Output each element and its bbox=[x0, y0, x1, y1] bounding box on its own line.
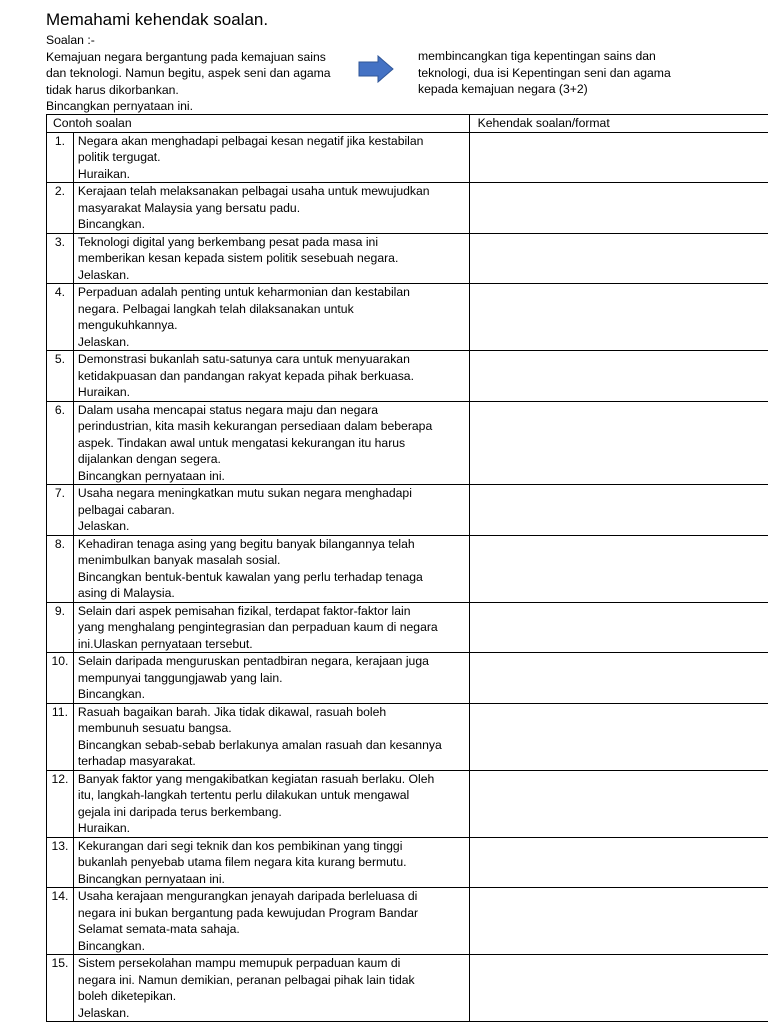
answer-cell[interactable] bbox=[469, 485, 768, 536]
answer-explanation bbox=[418, 48, 671, 98]
explanation-line: membincangkan tiga kepentingan sains dan bbox=[418, 49, 656, 63]
question-text-line: Usaha kerajaan mengurangkan jenayah daripada berleluasa di bbox=[77, 889, 418, 903]
question-text-line: memberikan kesan kepada sistem politik sesebuah negara. bbox=[77, 251, 399, 265]
question-text-line: boleh diketepikan. bbox=[77, 989, 177, 1003]
table-row bbox=[47, 351, 768, 402]
right-arrow-icon bbox=[358, 55, 394, 83]
table-row bbox=[47, 535, 768, 602]
question-text-line: Bincangkan. bbox=[77, 217, 145, 231]
question-text-line: Huraikan. bbox=[77, 385, 131, 399]
table-row bbox=[47, 703, 768, 770]
question-text-line: Jelaskan. bbox=[77, 519, 130, 533]
row-number: 9. bbox=[47, 602, 74, 653]
question-cell bbox=[73, 132, 469, 183]
question-text-line: Rasuah bagaikan barah. Jika tidak dikawal, rasuah boleh bbox=[77, 704, 387, 719]
answer-cell[interactable] bbox=[469, 132, 768, 183]
table-row bbox=[47, 955, 768, 1022]
question-text-line: pelbagai cabaran. bbox=[77, 502, 175, 517]
question-text-line: mempunyai tanggungjawab yang lain. bbox=[77, 670, 283, 685]
question-cell bbox=[73, 401, 469, 485]
question-cell bbox=[73, 837, 469, 888]
explanation-line: kepada kemajuan negara (3+2) bbox=[418, 82, 588, 96]
table-row bbox=[47, 284, 768, 351]
row-number: 1. bbox=[47, 132, 74, 183]
table-row bbox=[47, 770, 768, 837]
question-text-line: Demonstrasi bukanlah satu-satunya cara untuk menyuarakan bbox=[77, 352, 410, 366]
question-text-line: politik tergugat. bbox=[77, 150, 161, 164]
row-number: 11. bbox=[47, 703, 74, 770]
row-number: 10. bbox=[47, 653, 74, 704]
question-text-line: negara ini bukan bergantung pada kewujudan Program Bandar bbox=[77, 905, 419, 920]
question-text-line: Huraikan. bbox=[77, 821, 131, 835]
question-text-line: Huraikan. bbox=[77, 166, 131, 181]
table-header-row bbox=[47, 115, 768, 133]
question-text-line: Bincangkan bentuk-bentuk kawalan yang perlu terhadap tenaga bbox=[77, 569, 423, 584]
question-cell bbox=[73, 770, 469, 837]
question-text-line: negara ini. Namun demikian, peranan pelbagai pihak lain tidak bbox=[77, 972, 415, 987]
question-text-line: Jelaskan. bbox=[77, 267, 130, 282]
question-text-line: mengukuhkannya. bbox=[77, 318, 178, 332]
answer-cell[interactable] bbox=[469, 401, 768, 485]
question-intro bbox=[46, 32, 331, 115]
page-title: Memahami kehendak soalan. bbox=[46, 10, 269, 29]
question-text-line: menimbulkan banyak masalah sosial. bbox=[77, 553, 281, 567]
question-text-line: Teknologi digital yang berkembang pesat pada masa ini bbox=[77, 234, 379, 249]
question-cell bbox=[73, 602, 469, 653]
question-table bbox=[46, 114, 768, 1022]
row-number: 4. bbox=[47, 284, 74, 351]
question-text-line: Kehadiran tenaga asing yang begitu banyak bilangannya telah bbox=[77, 536, 415, 551]
question-cell bbox=[73, 233, 469, 284]
question-text-line: negara. Pelbagai langkah telah dilaksanakan untuk bbox=[77, 301, 354, 316]
question-text-line: perindustrian, kita masih kekurangan persediaan dalam beberapa bbox=[77, 419, 433, 433]
table-body bbox=[47, 132, 768, 1022]
question-text-line: Kekurangan dari segi teknik dan kos pembikinan yang tinggi bbox=[77, 838, 403, 853]
question-cell bbox=[73, 888, 469, 955]
question-text-line: Bincangkan sebab-sebab berlakunya amalan rasuah dan kesannya bbox=[77, 737, 442, 752]
question-text-line: ini.Ulaskan pernyataan tersebut. bbox=[77, 636, 253, 651]
table-row bbox=[47, 132, 768, 183]
question-text-line: masyarakat Malaysia yang bersatu padu. bbox=[77, 200, 301, 215]
question-cell bbox=[73, 955, 469, 1022]
answer-cell[interactable] bbox=[469, 955, 768, 1022]
explanation-line: teknologi, dua isi Kepentingan seni dan agama bbox=[418, 65, 671, 80]
answer-cell[interactable] bbox=[469, 233, 768, 284]
question-cell bbox=[73, 703, 469, 770]
table-row bbox=[47, 602, 768, 653]
table-row bbox=[47, 653, 768, 704]
answer-cell[interactable] bbox=[469, 535, 768, 602]
question-text-line: yang menghalang pengintegrasian dan perpaduan kaum di negara bbox=[77, 620, 438, 634]
header-kehendak-soalan: Kehendak soalan/format bbox=[469, 115, 768, 133]
question-text-line: Bincangkan. bbox=[77, 938, 145, 953]
answer-cell[interactable] bbox=[469, 837, 768, 888]
question-line: tidak harus dikorbankan. bbox=[46, 82, 179, 97]
row-number: 6. bbox=[47, 401, 74, 485]
row-number: 14. bbox=[47, 888, 74, 955]
question-text-line: Dalam usaha mencapai status negara maju dan negara bbox=[77, 402, 379, 417]
question-text-line: Banyak faktor yang mengakibatkan kegiatan rasuah berlaku. Oleh bbox=[77, 771, 435, 786]
question-text-line: aspek. Tindakan awal untuk mengatasi kekurangan itu harus bbox=[77, 435, 406, 450]
answer-cell[interactable] bbox=[469, 183, 768, 234]
row-number: 15. bbox=[47, 955, 74, 1022]
row-number: 5. bbox=[47, 351, 74, 402]
question-cell bbox=[73, 535, 469, 602]
question-text-line: Negara akan menghadapi pelbagai kesan negatif jika kestabilan bbox=[77, 133, 424, 148]
question-text-line: Kerajaan telah melaksanakan pelbagai usaha untuk mewujudkan bbox=[77, 184, 430, 198]
question-line: Bincangkan pernyataan ini. bbox=[46, 99, 194, 113]
row-number: 13. bbox=[47, 837, 74, 888]
question-text-line: dijalankan dengan segera. bbox=[77, 452, 221, 466]
question-text-line: bukanlah penyebab utama filem negara kita kurang bermutu. bbox=[77, 855, 407, 869]
question-text-line: Perpaduan adalah penting untuk keharmonian dan kestabilan bbox=[77, 285, 410, 299]
question-text-line: Selamat semata-mata sahaja. bbox=[77, 922, 240, 936]
answer-cell[interactable] bbox=[469, 653, 768, 704]
question-line: Kemajuan negara bergantung pada kemajuan sains bbox=[46, 49, 326, 64]
question-label: Soalan :- bbox=[46, 33, 95, 47]
row-number: 7. bbox=[47, 485, 74, 536]
question-text-line: Bincangkan. bbox=[77, 687, 145, 701]
answer-cell[interactable] bbox=[469, 888, 768, 955]
answer-cell[interactable] bbox=[469, 284, 768, 351]
question-cell bbox=[73, 485, 469, 536]
table-row bbox=[47, 837, 768, 888]
table-row bbox=[47, 183, 768, 234]
question-cell bbox=[73, 284, 469, 351]
question-cell bbox=[73, 183, 469, 234]
question-text-line: membunuh sesuatu bangsa. bbox=[77, 721, 232, 735]
question-text-line: Jelaskan. bbox=[77, 1005, 130, 1020]
table-row bbox=[47, 233, 768, 284]
row-number: 8. bbox=[47, 535, 74, 602]
question-text-line: ketidakpuasan dan pandangan rakyat kepada pihak berkuasa. bbox=[77, 368, 414, 383]
question-text-line: Sistem persekolahan mampu memupuk perpaduan kaum di bbox=[77, 956, 401, 970]
question-text-line: terhadap masyarakat. bbox=[77, 754, 196, 768]
question-text-line: Usaha negara meningkatkan mutu sukan negara menghadapi bbox=[77, 486, 412, 500]
question-cell bbox=[73, 351, 469, 402]
question-text-line: gejala ini daripada terus berkembang. bbox=[77, 804, 282, 819]
question-cell bbox=[73, 653, 469, 704]
table-row bbox=[47, 888, 768, 955]
question-text-line: Bincangkan pernyataan ini. bbox=[77, 871, 225, 886]
question-text-line: itu, langkah-langkah tertentu perlu dilakukan untuk mengawal bbox=[77, 788, 410, 802]
question-line: dan teknologi. Namun begitu, aspek seni dan agama bbox=[46, 66, 331, 80]
table-row bbox=[47, 401, 768, 485]
answer-cell[interactable] bbox=[469, 703, 768, 770]
row-number: 3. bbox=[47, 233, 74, 284]
answer-cell[interactable] bbox=[469, 602, 768, 653]
question-text-line: Selain daripada menguruskan pentadbiran negara, kerajaan juga bbox=[77, 654, 429, 668]
answer-cell[interactable] bbox=[469, 351, 768, 402]
table-row bbox=[47, 485, 768, 536]
question-text-line: Bincangkan pernyataan ini. bbox=[77, 468, 225, 483]
question-text-line: asing di Malaysia. bbox=[77, 586, 175, 600]
question-text-line: Jelaskan. bbox=[77, 334, 130, 349]
answer-cell[interactable] bbox=[469, 770, 768, 837]
row-number: 12. bbox=[47, 770, 74, 837]
row-number: 2. bbox=[47, 183, 74, 234]
header-contoh-soalan: Contoh soalan bbox=[47, 115, 470, 133]
question-text-line: Selain dari aspek pemisahan fizikal, terdapat faktor-faktor lain bbox=[77, 603, 411, 618]
